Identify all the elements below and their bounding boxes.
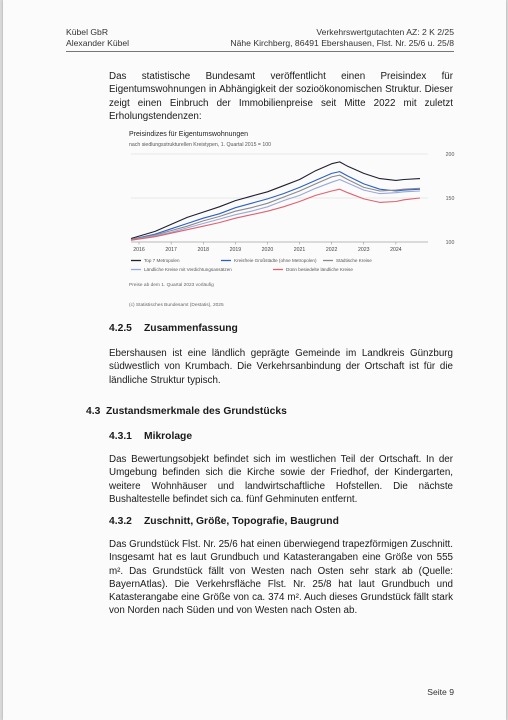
chart-subtitle: nach siedlungsstrukturellen Kreistypen, 1. Quartal 2015 = 100 — [129, 142, 272, 148]
section-heading-432 — [109, 516, 339, 527]
section-heading-431 — [109, 431, 192, 442]
chart-y-ticks — [446, 152, 455, 246]
legend-label: Dünn besiedelte ländliche Kreise — [286, 267, 353, 272]
x-tick-label: 2024 — [390, 247, 402, 253]
section-title: Zuschnitt, Größe, Topografie, Baugrund — [144, 516, 339, 527]
price-index-chart — [123, 124, 463, 314]
chart-title: Preisindizes für Eigentumswohnungen — [129, 131, 249, 138]
chart-series-lines — [131, 162, 420, 240]
x-tick-label: 2017 — [165, 247, 177, 253]
microlocation-paragraph: Das Bewertungsobjekt befindet sich im westlichen Teil der Ortschaft. In der Umgebung befinden sich die Kirche sowie der Friedhof, der Kindergarten, weitere Wohnhäuser und landwirtschaftliche Hofstellen. Die nächste Bushaltestelle befindet sich ca. fünf Gehminuten entfernt. — [109, 454, 453, 505]
series-line — [131, 189, 420, 240]
section-number: 4.2.5 — [109, 323, 132, 334]
document-page — [3, 0, 506, 720]
section-number: 4.3.1 — [109, 431, 132, 442]
section-heading-425 — [109, 323, 238, 334]
x-tick-label: 2023 — [358, 247, 370, 253]
section-heading-43 — [86, 406, 287, 417]
header-divider — [66, 51, 454, 52]
chart-source: (c) Statistisches Bundesamt (Destatis), 2025 — [129, 303, 224, 308]
chart-note: Preise ab dem 1. Quartal 2023 vorläufig — [129, 283, 214, 288]
chart-legend — [131, 258, 372, 272]
x-tick-label: 2022 — [325, 247, 338, 253]
x-tick-label: 2018 — [197, 247, 210, 253]
chart-gridlines — [131, 154, 428, 242]
page-number: Seite 9 — [427, 687, 454, 697]
plot-description-paragraph: Das Grundstück Flst. Nr. 25/6 hat einen überwiegend trapezförmigen Zuschnitt. Insgesamt hat es laut Grundbuch und Katasterangaben eine Größe von 555 m². Das Grundstück fällt von Westen nach Osten sehr stark ab (Quelle: BayernAtlas). Die Verkehrsfläche Flst. Nr. 25/8 hat laut Grundbuch und Katasterangabe eine Größe von ca. 374 m². Auch dieses Grundstück fällt stark von Norden nach Süden und von Westen nach Osten ab. — [109, 539, 453, 617]
section-number: 4.3.2 — [109, 516, 132, 527]
section-number: 4.3 — [86, 406, 101, 417]
series-line — [131, 175, 420, 239]
header-left — [66, 27, 129, 48]
section-title: Zustandsmerkmale des Grundstücks — [106, 406, 287, 417]
author-name: Alexander Kübel — [66, 37, 130, 48]
header-right — [230, 27, 454, 48]
legend-label: Kreisfreie Großstädte (ohne Metropolen) — [234, 258, 317, 263]
report-title: Verkehrswertgutachten AZ: 2 K 2/25 — [316, 27, 454, 37]
property-address: Nähe Kirchberg, 86491 Ebershausen, Flst. Nr. 25/6 u. 25/8 — [230, 37, 454, 48]
legend-label: Top 7 Metropolen — [144, 258, 180, 263]
summary-paragraph: Ebershausen ist eine ländlich geprägte Gemeinde im Landkreis Günzburg südwestlich von Krumbach. Die Verkehrsanbindung der Ortschaft ist für die ländliche Struktur typisch. — [109, 348, 453, 386]
section-title: Mikrolage — [144, 431, 193, 442]
x-tick-label: 2016 — [133, 247, 145, 253]
x-tick-label: 2021 — [293, 247, 306, 253]
company-name: Kübel GbR — [66, 27, 109, 37]
x-tick-label: 2019 — [229, 247, 242, 253]
section-title: Zusammenfassung — [144, 323, 238, 334]
x-tick-label: 2020 — [261, 247, 274, 253]
y-tick-label: 150 — [445, 196, 455, 202]
intro-paragraph: Das statistische Bundesamt veröffentlicht einen Preisindex für Eigentumswohnungen in Abhängigkeit der sozioökonomischen Struktur. Dieser zeigt einen Einbruch der Immobilienpreise seit Mitte 2022 mit zuletzt Erholungstendenzen: — [109, 71, 453, 122]
y-tick-label: 200 — [445, 152, 455, 158]
chart-x-ticks — [133, 242, 402, 253]
legend-label: Ländliche Kreise mit Verdichtungsansätzen — [144, 267, 232, 272]
y-tick-label: 100 — [445, 240, 455, 246]
legend-label: Städtische Kreise — [336, 258, 372, 263]
